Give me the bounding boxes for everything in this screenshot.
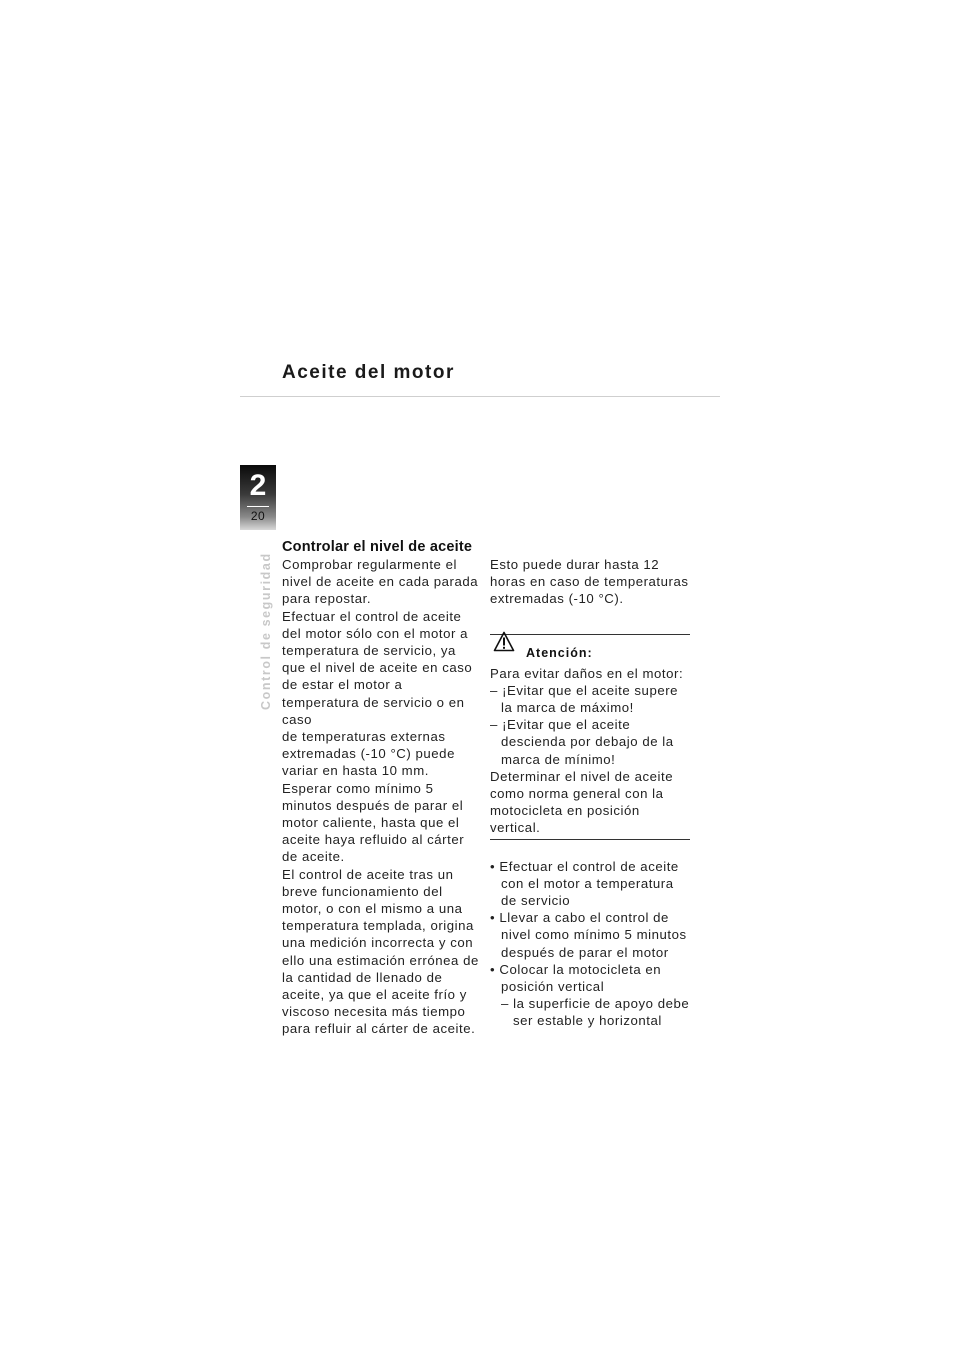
left-column bbox=[282, 538, 482, 1038]
chapter-tab-divider bbox=[247, 506, 269, 507]
warning-item: – ¡Evitar que el aceite descienda por debajo de la marca de mínimo! bbox=[490, 717, 674, 767]
list-item: • Efectuar el control de aceite con el motor a temperatura de servicio bbox=[490, 858, 679, 909]
paragraph: El control de aceite tras un breve funcionamiento del motor, o con el mismo a una temperatura templada, origina una medición incorrecta y con ello una estimación errónea de la cantidad de llenado de aceite, ya que el aceite frío y viscoso necesita más tiempo para refluir al cárter de aceite. bbox=[282, 866, 479, 1037]
list-item: • Colocar la motocicleta en posición vertical bbox=[490, 961, 662, 995]
steps-list bbox=[490, 858, 690, 1030]
warning-closing: Determinar el nivel de aceite como norma general con la motocicleta en posición vertical. bbox=[490, 768, 690, 840]
warning-lead: Para evitar daños en el motor: bbox=[490, 665, 684, 681]
paragraph: Comprobar regularmente el nivel de aceite en cada parada para repostar. bbox=[282, 557, 479, 607]
paragraph: de temperaturas externas extremadas (-10 °C) puede variar en hasta 10 mm. bbox=[282, 729, 455, 779]
warning-box bbox=[490, 634, 690, 840]
warning-header bbox=[490, 635, 690, 665]
warning-triangle-icon bbox=[493, 631, 515, 652]
chapter-number: 2 bbox=[249, 469, 267, 502]
intro-paragraph: Esto puede durar hasta 12 horas en caso de temperaturas extremadas (-10 °C). bbox=[490, 557, 689, 607]
sub-list-item: – la superficie de apoyo debe ser estable y horizontal bbox=[501, 996, 690, 1029]
right-column bbox=[490, 556, 690, 1030]
paragraph: Efectuar el control de aceite del motor sólo con el motor a temperatura de servicio, ya que el nivel de aceite en caso de estar el motor a temperatura de servicio o en caso bbox=[282, 608, 473, 727]
warning-item: – ¡Evitar que el aceite supere la marca de máximo! bbox=[490, 682, 679, 716]
warning-title: Atención: bbox=[526, 645, 593, 660]
paragraph: Esperar como mínimo 5 minutos después de parar el motor caliente, hasta que el aceite haya refluido al cárter de aceite. bbox=[282, 780, 465, 865]
section-side-label: Control de seguridad bbox=[259, 552, 273, 710]
chapter-tab bbox=[240, 465, 276, 530]
title-divider bbox=[240, 396, 720, 397]
section-heading: Controlar el nivel de aceite bbox=[282, 539, 473, 555]
page-title: Aceite del motor bbox=[282, 362, 455, 383]
page-number: 20 bbox=[250, 509, 266, 523]
list-item: • Llevar a cabo el control de nivel como mínimo 5 minutos después de parar el motor bbox=[490, 910, 687, 960]
